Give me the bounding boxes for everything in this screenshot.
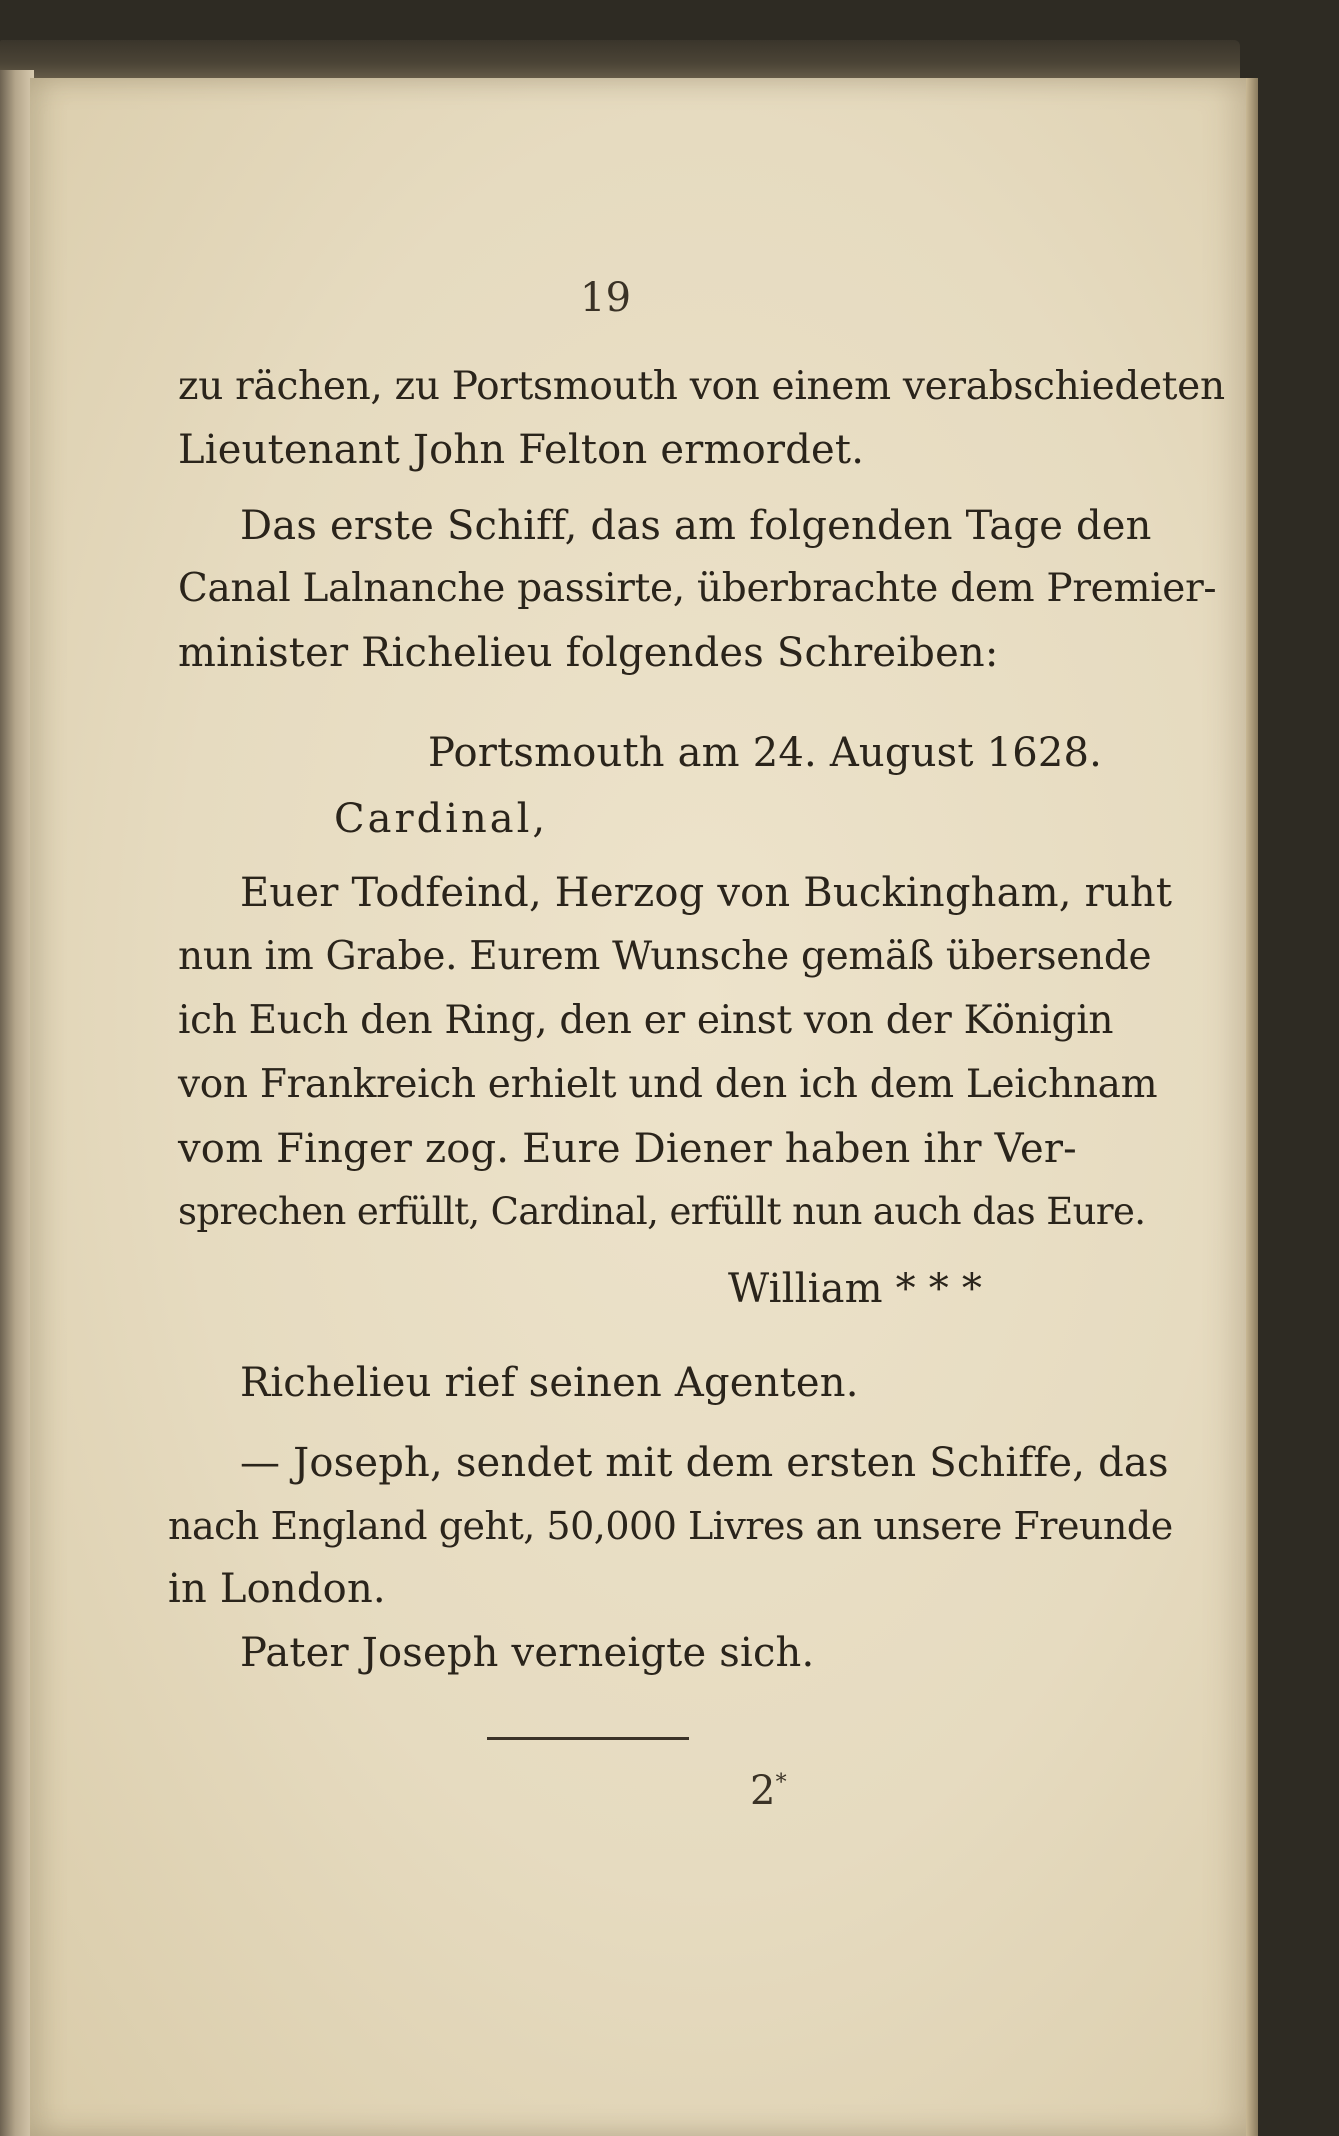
text-line: zu rächen, zu Portsmouth von einem verabschiedeten bbox=[178, 364, 1225, 409]
signature-mark bbox=[750, 1768, 787, 1814]
text-line: Pater Joseph verneigte sich. bbox=[240, 1630, 815, 1676]
text-line: Das erste Schiff, das am folgenden Tage den bbox=[240, 503, 1152, 549]
text-line: Euer Todfeind, Herzog von Buckingham, ruht bbox=[240, 870, 1173, 916]
text-line: von Frankreich erhielt und den ich dem Leichnam bbox=[178, 1062, 1158, 1107]
text-line: minister Richelieu folgendes Schreiben: bbox=[178, 630, 999, 676]
signature-number: 2 bbox=[750, 1768, 776, 1814]
text-line: sprechen erfüllt, Cardinal, erfüllt nun auch das Eure. bbox=[178, 1190, 1146, 1233]
text-line: William * * * bbox=[728, 1266, 983, 1312]
text-line: vom Finger zog. Eure Diener haben ihr Ver- bbox=[178, 1126, 1077, 1172]
page-edge bbox=[1246, 78, 1258, 2136]
text-line: nun im Grabe. Eurem Wunsche gemäß übersende bbox=[178, 934, 1152, 979]
text-line: Portsmouth am 24. August 1628. bbox=[428, 730, 1103, 776]
text-line: nach England geht, 50,000 Livres an unsere Freunde bbox=[168, 1504, 1173, 1548]
text-line: — Joseph, sendet mit dem ersten Schiffe, das bbox=[240, 1440, 1169, 1486]
book-cover-edge bbox=[0, 40, 1240, 82]
book-spine bbox=[0, 70, 34, 2136]
page-number: 19 bbox=[580, 275, 632, 321]
text-line: in London. bbox=[168, 1566, 386, 1612]
text-line: Cardinal, bbox=[334, 796, 549, 842]
text-line: Lieutenant John Felton ermordet. bbox=[178, 427, 865, 473]
text-line: Richelieu rief seinen Agenten. bbox=[240, 1360, 859, 1406]
horizontal-rule bbox=[487, 1737, 689, 1740]
signature-star: * bbox=[775, 1770, 787, 1796]
text-line: ich Euch den Ring, den er einst von der Königin bbox=[178, 998, 1114, 1043]
text-line: Canal Lalnanche passirte, überbrachte dem Premier- bbox=[178, 566, 1217, 611]
